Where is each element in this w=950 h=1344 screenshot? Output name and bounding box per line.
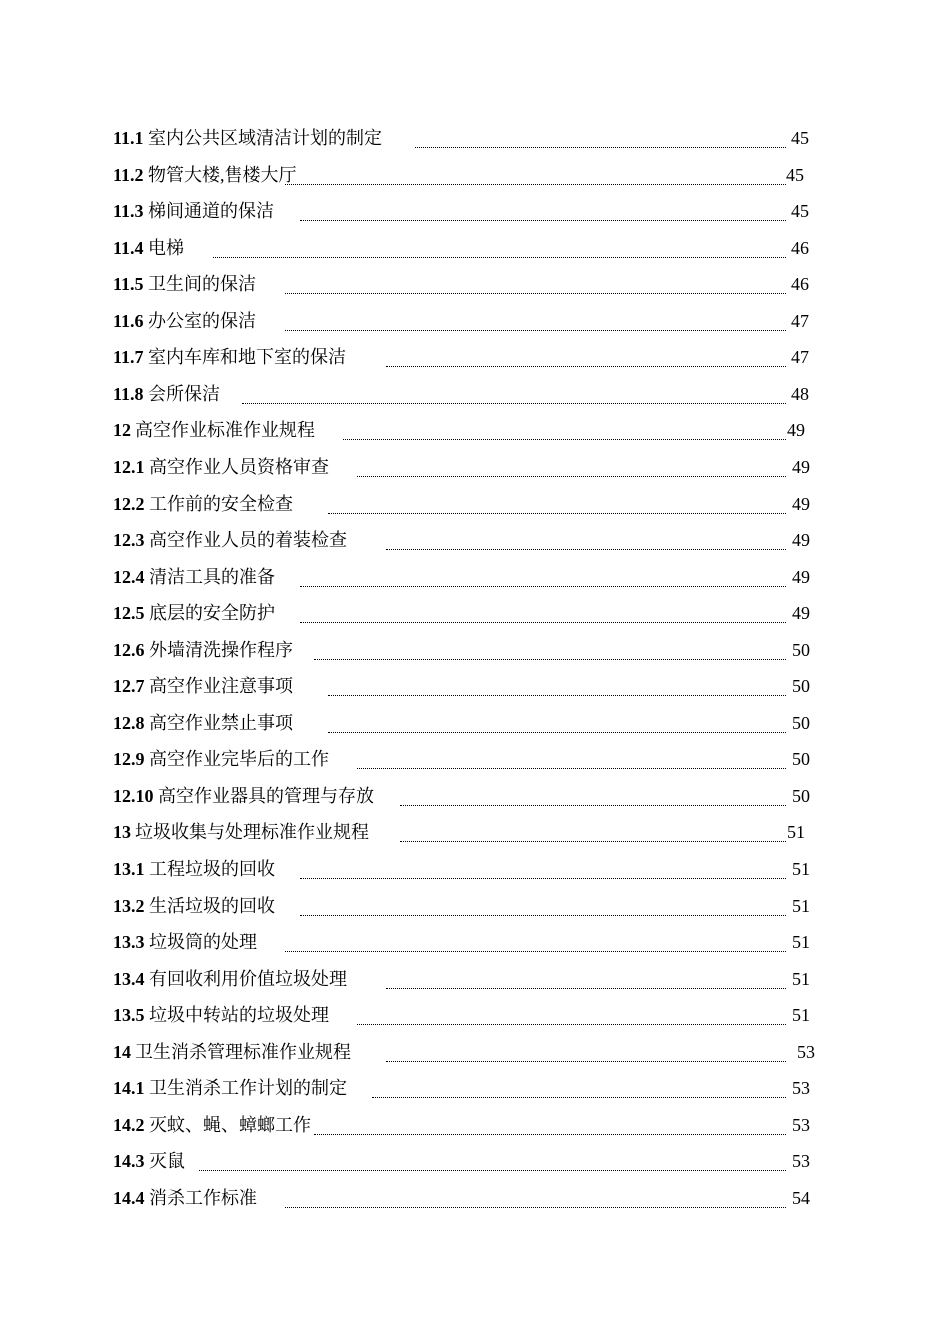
- toc-entry-page-number: 53: [792, 1151, 810, 1172]
- toc-entry-page-number: 50: [792, 712, 810, 733]
- toc-entry-title: 办公室的保洁: [148, 310, 256, 331]
- toc-dot-leader: [285, 1207, 786, 1208]
- toc-entry-title: 灭鼠: [149, 1151, 185, 1172]
- toc-entry[interactable]: [0, 529, 950, 565]
- toc-dot-leader: [357, 768, 786, 769]
- toc-entry-page-number: 54: [792, 1187, 810, 1208]
- toc-entry[interactable]: [0, 602, 950, 638]
- toc-entry-page-number: 53: [797, 1041, 815, 1062]
- toc-entry-title: 高空作业器具的管理与存放: [158, 785, 374, 806]
- toc-entry-number: 14.3: [113, 1151, 145, 1172]
- toc-dot-leader: [199, 1170, 786, 1171]
- toc-entry-number: 12.4: [113, 566, 145, 587]
- toc-entry[interactable]: [0, 127, 950, 163]
- toc-entry[interactable]: [0, 968, 950, 1004]
- toc-entry[interactable]: [0, 419, 950, 455]
- toc-dot-leader: [314, 1134, 786, 1135]
- toc-entry-title: 消杀工作标准: [149, 1187, 257, 1208]
- toc-entry-page-number: 47: [791, 310, 809, 331]
- toc-dot-leader: [386, 549, 786, 550]
- toc-entry[interactable]: [0, 456, 950, 492]
- toc-entry-number: 13.4: [113, 968, 145, 989]
- toc-entry-page-number: 45: [791, 201, 809, 222]
- toc-entry-page-number: 51: [792, 859, 810, 879]
- toc-entry[interactable]: [0, 895, 950, 931]
- toc-entry-number: 13.3: [113, 932, 145, 953]
- toc-entry-page-number: 51: [792, 1005, 810, 1026]
- toc-dot-leader: [415, 147, 786, 148]
- toc-entry-title: 工作前的安全检查: [149, 493, 293, 514]
- toc-entry-number: 14: [113, 1041, 131, 1062]
- toc-entry-page-number: 51: [792, 895, 810, 916]
- toc-dot-leader: [328, 513, 786, 514]
- toc-entry-page-number: 49: [792, 566, 810, 587]
- toc-entry-number: 11.1: [113, 128, 144, 148]
- toc-entry-title: 高空作业禁止事项: [149, 712, 293, 733]
- toc-entry-title: 卫生消杀工作计划的制定: [149, 1078, 347, 1099]
- toc-entry[interactable]: [0, 237, 950, 273]
- toc-entry-title: 卫生消杀管理标准作业规程: [135, 1041, 351, 1062]
- toc-entry-number: 12.2: [113, 493, 145, 514]
- toc-entry[interactable]: [0, 1077, 950, 1113]
- toc-entry-page-number: 49: [792, 456, 810, 477]
- toc-entry-number: 11.8: [113, 383, 144, 404]
- toc-entry-number: 12.5: [113, 603, 145, 624]
- toc-entry[interactable]: [0, 931, 950, 967]
- toc-entry-page-number: 49: [787, 420, 805, 441]
- toc-entry-title: 高空作业人员资格审查: [149, 456, 329, 477]
- toc-entry[interactable]: [0, 1004, 950, 1040]
- toc-dot-leader: [300, 878, 786, 879]
- toc-entry[interactable]: [0, 639, 950, 675]
- toc-entry-title: 室内公共区域清洁计划的制定: [148, 128, 382, 148]
- toc-dot-leader: [242, 403, 786, 404]
- toc-entry-title: 有回收利用价值垃圾处理: [149, 968, 347, 989]
- toc-dot-leader: [357, 476, 786, 477]
- toc-entry-title: 工程垃圾的回收: [149, 859, 275, 879]
- toc-entry-title: 生活垃圾的回收: [149, 895, 275, 916]
- toc-dot-leader: [386, 366, 786, 367]
- toc-entry-page-number: 47: [791, 347, 809, 368]
- toc-entry-number: 13.5: [113, 1005, 145, 1026]
- toc-entry-page-number: 53: [792, 1078, 810, 1099]
- toc-entry-title: 卫生间的保洁: [148, 274, 256, 295]
- toc-entry-page-number: 51: [792, 968, 810, 989]
- toc-entry[interactable]: [0, 310, 950, 346]
- toc-entry[interactable]: [0, 200, 950, 236]
- toc-entry-page-number: 51: [792, 932, 810, 953]
- toc-entry-page-number: 49: [792, 603, 810, 624]
- toc-entry[interactable]: [0, 273, 950, 309]
- toc-entry-title: 会所保洁: [148, 383, 220, 404]
- toc-dot-leader: [314, 659, 786, 660]
- toc-entry-page-number: 50: [792, 785, 810, 806]
- toc-entry[interactable]: [0, 712, 950, 748]
- toc-entry[interactable]: [0, 675, 950, 711]
- toc-entry-number: 14.4: [113, 1187, 145, 1208]
- toc-dot-leader: [285, 951, 786, 952]
- toc-dot-leader: [328, 695, 786, 696]
- toc-dot-leader: [285, 330, 786, 331]
- toc-entry-title: 物管大楼,售楼大厅: [148, 164, 297, 185]
- toc-entry-page-number: 50: [792, 676, 810, 697]
- toc-dot-leader: [400, 841, 786, 842]
- toc-entry[interactable]: [0, 785, 950, 821]
- toc-dot-leader: [300, 220, 786, 221]
- toc-entry[interactable]: [0, 164, 950, 200]
- toc-dot-leader: [285, 293, 786, 294]
- toc-entry-title: 垃圾中转站的垃圾处理: [149, 1005, 329, 1026]
- toc-entry-number: 12.3: [113, 530, 145, 551]
- toc-entry-title: 高空作业人员的着装检查: [149, 530, 347, 551]
- toc-dot-leader: [386, 988, 786, 989]
- toc-entry-number: 11.2: [113, 164, 144, 185]
- toc-entry-title: 电梯: [148, 237, 184, 258]
- toc-dot-leader: [300, 586, 786, 587]
- toc-entry-number: 12.1: [113, 456, 145, 477]
- toc-entry-page-number: 49: [792, 493, 810, 514]
- toc-dot-leader: [372, 1097, 786, 1098]
- toc-entry-number: 11.6: [113, 310, 144, 331]
- toc-dot-leader: [386, 1061, 786, 1062]
- toc-entry[interactable]: [0, 748, 950, 784]
- toc-entry-number: 11.7: [113, 347, 144, 368]
- toc-entry-page-number: 53: [792, 1114, 810, 1135]
- toc-entry-page-number: 45: [786, 164, 804, 185]
- toc-entry-number: 12.6: [113, 639, 145, 660]
- toc-entry-number: 11.5: [113, 274, 144, 295]
- toc-entry-title: 室内车库和地下室的保洁: [148, 347, 346, 368]
- toc-entry-title: 底层的安全防护: [149, 603, 275, 624]
- toc-entry-title: 灭蚊、蝇、蟑螂工作: [149, 1114, 311, 1135]
- toc-dot-leader: [300, 915, 786, 916]
- toc-entry-number: 11.4: [113, 237, 144, 258]
- toc-entry[interactable]: [0, 383, 950, 419]
- toc-entry-title: 梯间通道的保洁: [148, 201, 274, 222]
- toc-dot-leader: [213, 257, 786, 258]
- toc-entry[interactable]: [0, 1150, 950, 1186]
- toc-entry[interactable]: [0, 1114, 950, 1150]
- toc-dot-leader: [343, 439, 786, 440]
- toc-entry-title: 高空作业注意事项: [149, 676, 293, 697]
- toc-entry-number: 12: [113, 420, 131, 441]
- toc-entry-page-number: 46: [791, 237, 809, 258]
- toc-entry-page-number: 50: [792, 749, 810, 770]
- toc-dot-leader: [328, 732, 786, 733]
- toc-dot-leader: [285, 184, 786, 185]
- toc-dot-leader: [357, 1024, 786, 1025]
- toc-entry-title: 外墙清洗操作程序: [149, 639, 293, 660]
- toc-entry-page-number: 48: [791, 383, 809, 404]
- toc-dot-leader: [300, 622, 786, 623]
- toc-entry[interactable]: [0, 566, 950, 602]
- toc-entry-title: 清洁工具的准备: [149, 566, 275, 587]
- toc-entry[interactable]: [0, 858, 950, 894]
- toc-entry-number: 14.1: [113, 1078, 145, 1099]
- toc-entry-number: 13: [113, 822, 131, 843]
- toc-entry-number: 14.2: [113, 1114, 145, 1135]
- toc-entry[interactable]: [0, 493, 950, 529]
- toc-entry-number: 13.1: [113, 859, 145, 879]
- toc-entry-page-number: 51: [787, 822, 805, 843]
- toc-entry[interactable]: [0, 821, 950, 857]
- toc-entry-number: 12.8: [113, 712, 145, 733]
- toc-entry-number: 13.2: [113, 895, 145, 916]
- toc-entry[interactable]: [0, 346, 950, 382]
- toc-entry-number: 12.7: [113, 676, 145, 697]
- toc-entry-number: 11.3: [113, 201, 144, 222]
- toc-entry[interactable]: [0, 1041, 950, 1077]
- toc-entry-title: 高空作业标准作业规程: [135, 420, 315, 441]
- toc-entry-title: 垃圾收集与处理标准作业规程: [135, 822, 369, 843]
- toc-entry-number: 12.9: [113, 749, 145, 770]
- toc-entry-page-number: 45: [791, 128, 809, 148]
- toc-entry-number: 12.10: [113, 785, 154, 806]
- toc-entry-title: 高空作业完毕后的工作: [149, 749, 329, 770]
- toc-entry[interactable]: [0, 1187, 950, 1223]
- toc-entry-page-number: 49: [792, 530, 810, 551]
- toc-entry-title: 垃圾筒的处理: [149, 932, 257, 953]
- toc-entry-page-number: 50: [792, 639, 810, 660]
- toc-entry-page-number: 46: [791, 274, 809, 295]
- toc-dot-leader: [400, 805, 786, 806]
